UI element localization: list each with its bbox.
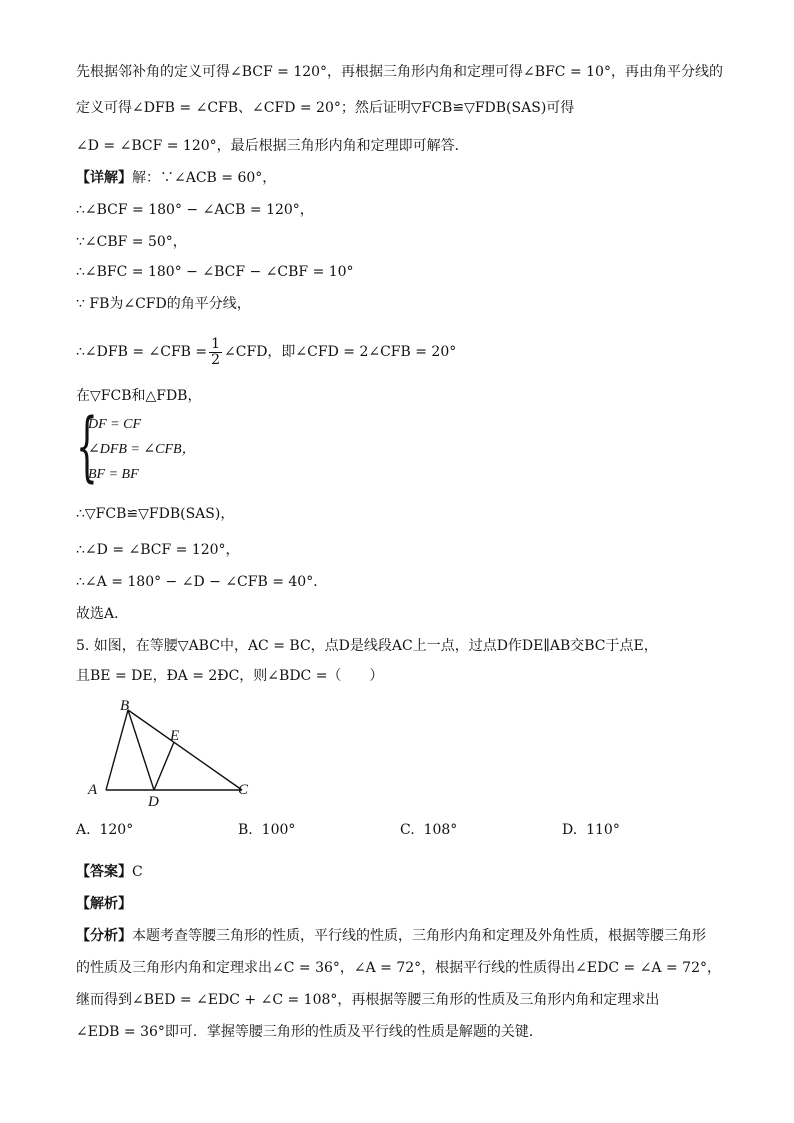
analysis-line-3: 继而得到∠BED = ∠EDC + ∠C = 108°，再根据等腰三角形的性质及三角形内角和定理求出 <box>76 992 660 1008</box>
detail-text: 解：∵∠ACB = 60°， <box>132 170 277 186</box>
option-b[interactable] <box>238 822 295 838</box>
option-b-key: B. <box>238 822 253 838</box>
eq-left: ∴∠DFB = ∠CFB = <box>76 344 208 360</box>
system-row-2: ∠DFB = ∠CFB， <box>88 442 196 457</box>
brace-icon: { <box>76 401 98 490</box>
solution-line-1: 先根据邻补角的定义可得∠BCF = 120°，再根据三角形内角和定理可得∠BFC = 10°，再由角平分线的 <box>76 64 723 80</box>
fraction-half <box>209 337 222 368</box>
option-c[interactable] <box>400 822 457 838</box>
segment-bd <box>128 710 154 790</box>
solution-line-13: ∴∠A = 180° − ∠D − ∠CFB = 40°． <box>76 574 328 590</box>
segment-ab <box>106 710 128 790</box>
answer-value: C <box>132 864 143 880</box>
eq-right: ∠CFD，即∠CFD = 2∠CFB = 20° <box>224 344 457 360</box>
segment-bc <box>128 710 242 790</box>
label-c: C <box>238 782 249 798</box>
answer-line <box>76 862 143 882</box>
label-e: E <box>170 728 180 744</box>
solution-line-8: ∵ FB为∠CFD的角平分线， <box>76 296 251 312</box>
solution-line-2: 定义可得∠DFB = ∠CFB、∠CFD = 20°；然后证明▽FCB≌▽FDB(SAS)可得 <box>76 100 575 116</box>
label-a: A <box>88 782 98 798</box>
analysis-line-4: ∠EDB = 36°即可．掌握等腰三角形的性质及平行线的性质是解题的关键． <box>76 1024 543 1040</box>
option-c-value: 108° <box>423 822 458 838</box>
detail-line <box>76 168 276 188</box>
fraction-numerator: 1 <box>211 335 221 352</box>
solution-line-11: ∴▽FCB≌▽FDB(SAS)， <box>76 506 235 522</box>
system-row-3: BF = BF <box>88 467 139 482</box>
system-rows <box>88 412 196 487</box>
option-d[interactable] <box>562 822 620 838</box>
option-a[interactable] <box>76 822 133 838</box>
analysis-label: 【解析】 <box>76 896 132 912</box>
option-b-value: 100° <box>261 822 296 838</box>
question-line-1: 5. 如图，在等腰▽ABC中，AC = BC，点D是线段AC上一点，过点D作DE∥AB交BC于点E， <box>76 638 658 654</box>
detail-label: 【详解】 <box>76 170 132 186</box>
option-a-value: 120° <box>99 822 134 838</box>
option-c-key: C. <box>400 822 415 838</box>
solution-line-7: ∴∠BFC = 180° − ∠BCF − ∠CBF = 10° <box>76 264 354 280</box>
analysis-line-1 <box>76 926 706 946</box>
fraction-denominator: 2 <box>211 351 221 368</box>
answer-label: 【答案】 <box>76 864 132 880</box>
question-line-2: 且BE = DE，ÐA = 2ÐC，则∠BDC =（ ） <box>76 668 384 684</box>
label-d: D <box>148 794 159 810</box>
solution-line-12: ∴∠D = ∠BCF = 120°， <box>76 542 240 558</box>
solution-line-3: ∠D = ∠BCF = 120°，最后根据三角形内角和定理即可解答． <box>76 138 469 154</box>
option-d-key: D. <box>562 822 578 838</box>
option-a-key: A. <box>76 822 91 838</box>
label-b: B <box>120 698 130 714</box>
analysis-line-2: 的性质及三角形内角和定理求出∠C = 36°，∠A = 72°，根据平行线的性质得出∠EDC = ∠A = 72°， <box>76 960 721 976</box>
segment-de <box>154 742 174 790</box>
triangle-figure <box>84 696 264 812</box>
solution-line-10: 在▽FCB和△FDB， <box>76 388 202 404</box>
conclusion-line: 故选A． <box>76 606 129 622</box>
system-row-1: DF = CF <box>88 417 141 432</box>
figure-lines <box>106 710 242 790</box>
solution-line-9 <box>76 334 456 370</box>
analysis-fx-label: 【分析】 <box>76 928 132 944</box>
solution-line-5: ∴∠BCF = 180° − ∠ACB = 120°， <box>76 202 314 218</box>
analysis-text-1: 本题考查等腰三角形的性质，平行线的性质，三角形内角和定理及外角性质，根据等腰三角形 <box>132 928 706 944</box>
solution-line-6: ∵∠CBF = 50°， <box>76 234 187 250</box>
option-d-value: 110° <box>586 822 620 838</box>
